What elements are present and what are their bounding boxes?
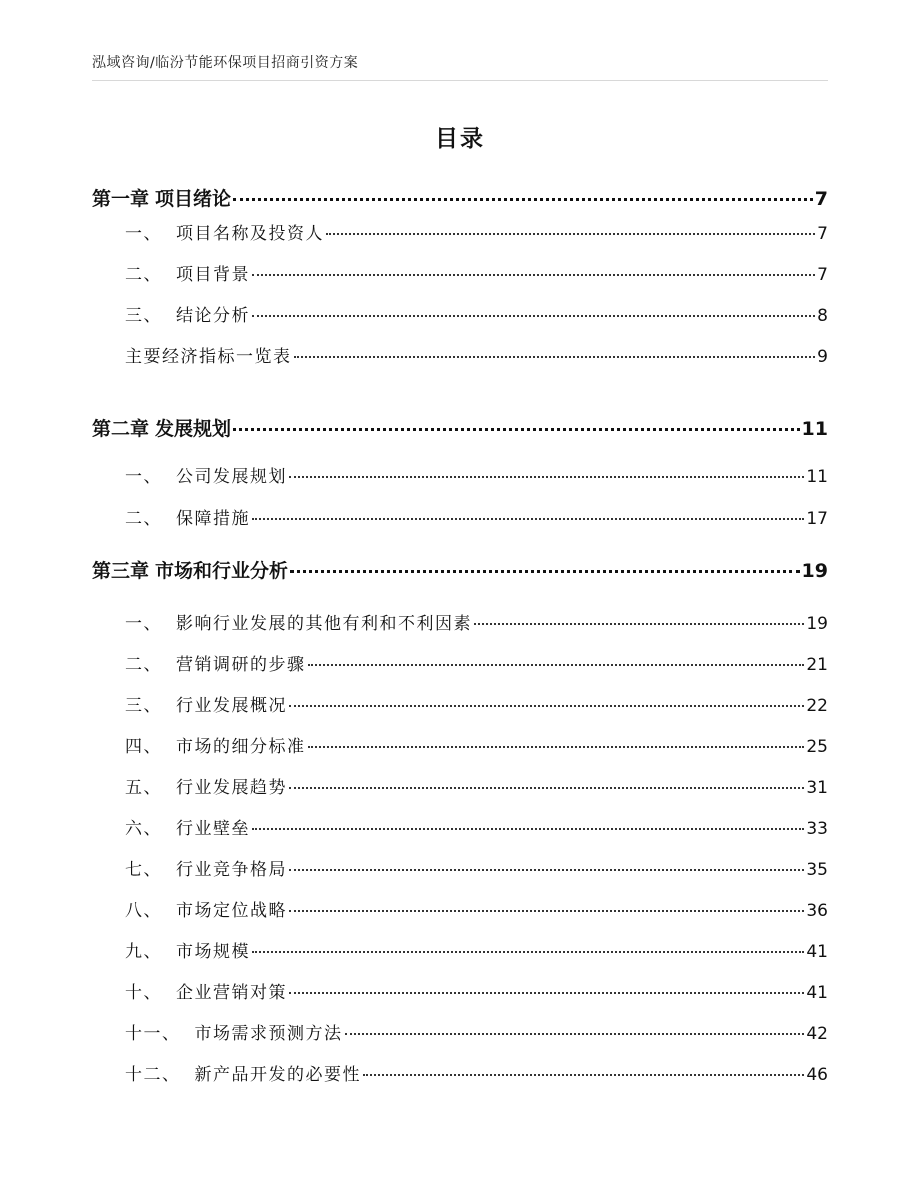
toc-entry-number: 二、 [125,655,162,675]
toc-entry-label [125,462,287,487]
toc-page-number: 35 [806,860,828,880]
dot-leader [290,570,800,573]
toc-entry-label [125,1060,361,1085]
dot-leader [289,476,804,478]
toc-page-number: 25 [806,737,828,757]
dot-leader [252,274,815,276]
toc-entry-number: 十一、 [125,1024,181,1044]
toc-section-entry[interactable] [125,609,828,634]
dot-leader [252,518,804,520]
dot-leader [326,233,815,235]
toc-entry-label [125,260,250,285]
toc-entry-number: 九、 [125,942,162,962]
toc-entry-number: 十、 [125,983,162,1003]
toc-section-entry[interactable] [125,937,828,962]
toc-entry-text: 影响行业发展的其他有利和不利因素 [176,614,472,634]
toc-entry-text: 市场的细分标准 [176,737,306,757]
toc-entry-number: 十二、 [125,1065,181,1085]
toc-section-entry[interactable] [125,732,828,757]
toc-page-number: 7 [814,188,828,210]
toc-entry-label [92,414,231,441]
toc-entry-number: 三、 [125,696,162,716]
toc-section-entry[interactable] [125,219,828,244]
toc-page-number: 17 [806,509,828,529]
toc-entry-label [125,896,287,921]
dot-leader [308,746,805,748]
dot-leader [345,1033,805,1035]
toc-entry-number: 六、 [125,819,162,839]
toc-page-number: 7 [817,224,828,244]
toc-entry-number: 二、 [125,265,162,285]
dot-leader [252,315,815,317]
toc-chapter-entry[interactable] [92,184,828,211]
toc-entry-label [125,219,324,244]
toc-section-entry[interactable] [125,260,828,285]
dot-leader [289,705,804,707]
toc-page-number: 19 [806,614,828,634]
toc-entry-text: 项目名称及投资人 [176,224,324,244]
toc-title: 目录 [435,126,485,152]
toc-entry-label [125,814,250,839]
toc-page-number: 46 [806,1065,828,1085]
dot-leader [308,664,805,666]
toc-entry-text: 营销调研的步骤 [176,655,306,675]
toc-entry-text: 市场需求预测方法 [194,1024,343,1044]
toc-entry-number: 一、 [125,224,162,244]
dot-leader [289,992,804,994]
toc-page-number: 21 [806,655,828,675]
toc-entry-text: 公司发展规划 [176,467,287,487]
toc-section-entry[interactable] [125,773,828,798]
dot-leader [252,828,804,830]
toc-section-entry[interactable] [125,504,828,529]
toc-entry-number: 一、 [125,614,162,634]
toc-entry-label [125,691,287,716]
toc-entry-text: 结论分析 [176,306,250,326]
toc-entry-number: 五、 [125,778,162,798]
toc-entry-text: 行业发展趋势 [176,778,287,798]
toc-page-number: 42 [806,1024,828,1044]
toc-chapter-entry[interactable] [92,556,828,583]
toc-entry-number: 第二章 [92,418,150,440]
toc-section-entry[interactable] [125,342,828,367]
toc-page-number: 19 [801,560,828,582]
toc-section-entry[interactable] [125,1060,828,1085]
toc-entry-label [125,504,250,529]
toc-entry-number: 八、 [125,901,162,921]
toc-page-number: 36 [806,901,828,921]
dot-leader [252,951,804,953]
toc-entry-number: 七、 [125,860,162,880]
toc-entry-number: 二、 [125,509,162,529]
dot-leader [289,787,804,789]
toc-entry-number: 三、 [125,306,162,326]
toc-entry-label [125,855,287,880]
toc-entry-number: 一、 [125,467,162,487]
toc-entry-text: 行业发展概况 [176,696,287,716]
toc-entry-number: 四、 [125,737,162,757]
toc-page-number: 9 [817,347,828,367]
toc-section-entry[interactable] [125,896,828,921]
dot-leader [294,356,816,358]
header-divider [92,80,828,81]
toc-entry-text: 行业竞争格局 [176,860,287,880]
toc-page-number: 11 [801,418,828,440]
dot-leader [233,428,800,431]
toc-entry-label [125,978,287,1003]
toc-entry-text: 市场定位战略 [176,901,287,921]
toc-chapter-entry[interactable] [92,414,828,441]
toc-entry-text: 市场和行业分析 [155,560,289,582]
toc-section-entry[interactable] [125,978,828,1003]
toc-page-number: 11 [806,467,828,487]
toc-entry-text: 发展规划 [155,418,232,440]
toc-entry-label [125,301,250,326]
toc-entry-text: 项目绪论 [155,188,232,210]
toc-entry-label [125,773,287,798]
toc-section-entry[interactable] [125,650,828,675]
toc-entry-label [125,937,250,962]
toc-entry-text: 主要经济指标一览表 [125,347,292,367]
toc-entry-label [125,732,306,757]
dot-leader [233,198,813,201]
toc-entry-label [125,1019,343,1044]
toc-entry-text: 保障措施 [176,509,250,529]
toc-entry-text: 行业壁垒 [176,819,250,839]
toc-entry-label [92,556,288,583]
toc-entry-text: 企业营销对策 [176,983,287,1003]
toc-section-entry[interactable] [125,301,828,326]
toc-section-entry[interactable] [125,691,828,716]
toc-section-entry[interactable] [125,855,828,880]
toc-entry-label [92,184,231,211]
dot-leader [289,869,804,871]
toc-page-number: 33 [806,819,828,839]
toc-entry-text: 项目背景 [176,265,250,285]
dot-leader [363,1074,804,1076]
page-header: 泓域咨询/临汾节能环保项目招商引资方案 [92,55,359,71]
dot-leader [474,623,804,625]
toc-entry-number: 第一章 [92,188,150,210]
toc-entry-number: 第三章 [92,560,150,582]
toc-page-number: 31 [806,778,828,798]
toc-section-entry[interactable] [125,462,828,487]
toc-entry-label [125,342,292,367]
toc-entry-label [125,650,306,675]
toc-entry-label [125,609,472,634]
toc-section-entry[interactable] [125,1019,828,1044]
toc-page-number: 8 [817,306,828,326]
dot-leader [289,910,804,912]
toc-page-number: 7 [817,265,828,285]
toc-entry-text: 市场规模 [176,942,250,962]
toc-page-number: 22 [806,696,828,716]
toc-section-entry[interactable] [125,814,828,839]
toc-page-number: 41 [806,942,828,962]
toc-entry-text: 新产品开发的必要性 [194,1065,361,1085]
toc-page-number: 41 [806,983,828,1003]
